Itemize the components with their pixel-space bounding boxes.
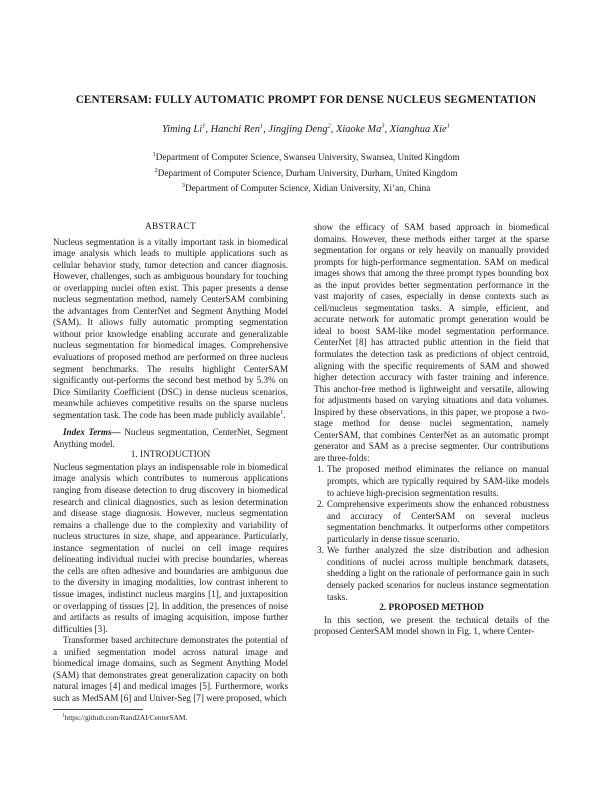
index-terms: Index Terms— Nucleus segmentation, CenterNet, Segment Anything model. [53,427,288,449]
affiliation: $^2$Department of Computer Science, Durham University, Durham, United Kingdom [154,166,458,178]
affiliation: $^3$Department of Computer Science, Xidian University, Xi’an, China [181,181,431,193]
author: Yiming Li$^1$ [162,122,206,135]
affiliation: $^1$Department of Computer Science, Swansea University, Swansea, United Kingdom [152,150,460,162]
list-item: 3. We further analyzed the size distribution and adhesion conditions of nuclei across multiple benchmark datasets, shedding a light on the rationale of performance gain in such densely packed scenarios for nucleus instance segmentation tasks. [317,545,549,602]
method-heading: 2. PROPOSED METHOD [379,603,484,614]
footnote-rule [53,709,143,710]
contribution-list [314,464,549,603]
author-list: Yiming Li$^1$, Hanchi Ren$^1$, Jingjing Deng$^2$, Xiaoke Ma$^3$, Xianghua Xie$^1$ [162,122,450,135]
abstract-text: Nucleus segmentation is a vitally important task in biomedical image analysis which leads to multiple applications such as cellular behavior study, tumor detection and cancer diagnosis. However, challenges, such as ambiguous boundary for touching or overlapping nuclei often exist. This paper presents a dense nucleus segmentation method, namely CenterSAM combining the advantages from CenterNet and Segment Anything Model (SAM). It allows fully automatic prompting segmentation without prior knowledge enabling accurate and generalizable nucleus segmentation for biomedical images. Comprehensive evaluations of proposed method are performed on three nucleus segment benchmarks. The results highlight CenterSAM significantly out-performs the second best method by 5.3% on Dice Similarity Coefficient (DSC) in dense nucleus scenarios, meanwhile achieves competitive results on the sparse nucleus segmentation task. The code has been made publicly available$^1$. [53,236,288,420]
author: Xianghua Xie$^1$ [389,122,450,135]
introduction-heading: 1. INTRODUCTION [130,450,211,461]
method-paragraph: In this section, we present the technical details of the proposed CenterSAM model shown in Fig. 1, where Center- [314,614,549,637]
right-column [314,222,549,638]
abstract-heading: ABSTRACT [145,222,196,232]
list-item: 1. The proposed method eliminates the reliance on manual prompts, which are typically required by SAM-like models to achieve high-precision segmentation results. [317,464,549,498]
author: Hanchi Ren$^1$ [210,122,264,135]
footnote: $^1$https://github.com/Rand2AI/CenterSAM. [62,713,188,722]
intro-paragraph: Transformer based architecture demonstrates the potential of a unified segmentation model across natural image and biomedical image domains, such as Segment Anything Model (SAM) that demonstrates great generalization capacity on both natural images [4] and medical images [5]. Furthermore, works such as MedSAM [6] and Univer-Seg [7] were proposed, which [53,635,288,703]
left-column [53,222,288,704]
author: Xiaoke Ma$^3$ [335,122,385,135]
intro-paragraph: Nucleus segmentation plays an indispensable role in biomedical image analysis which contributes to numerous applications ranging from disease detection to drug discovery in biomedical research and clinical diagnostics, such as lesion determination and disease stage diagnosis. However, nucleus segmentation remains a challenge due to the complexity and variability of nucleus structures in size, shape, and appearance. Particularly, instance segmentation of nuclei on cell image requires delineating individual nuclei with precise boundaries, whereas the cells are often adhesive and boundaries are ambiguous due to the diversity in imaging modalities, low contrast inherent to tissue images, indistinct nucleus margins [1], and juxtaposition or overlapping of tissues [2]. In addition, the presences of noise and artifacts as results of imaging acquisition, impose further difficulties [3]. [53,461,288,634]
author: Jingjing Deng$^2$ [268,122,331,135]
paper-title: CENTERSAM: FULLY AUTOMATIC PROMPT FOR DENSE NUCLEUS SEGMENTATION [75,94,537,106]
intro-paragraph-continued: show the efficacy of SAM based approach in biomedical domains. However, these methods either target at the sparse segmentation for organs or rely heavily on manually provided prompts for high-performance segmentation. SAM on medical images shows that among the three prompt types bounding box as the input provides better segmentation performance in the vast majority of cases, especially in dense contexts such as cell/nucleus segmentation tasks. A simple, efficient, and accurate network for automatic prompt generation would be ideal to boost SAM-like model segmentation performance. CenterNet [8] has attracted public attention in the field that formulates the detection task as predictions of object centroid, aligning with the specific requirements of SAM and showed higher detection accuracy with faster training and inference. This anchor-free method is lightweight and versatile, allowing for adjustments based on varying situations and data volumes. Inspired by these observations, in this paper, we propose a two-stage method for dense nuclei segmentation, namely CenterSAM, that combines CenterNet as an automatic prompt generator and SAM as a precise segmenter. Our contributions are three-folds: [314,222,549,463]
list-item: 2. Comprehensive experiments show the enhanced robustness and accuracy of CenterSAM on several nucleus segmentation benchmarks. It outperforms other competitors particularly in dense tissue scenario. [317,499,549,544]
